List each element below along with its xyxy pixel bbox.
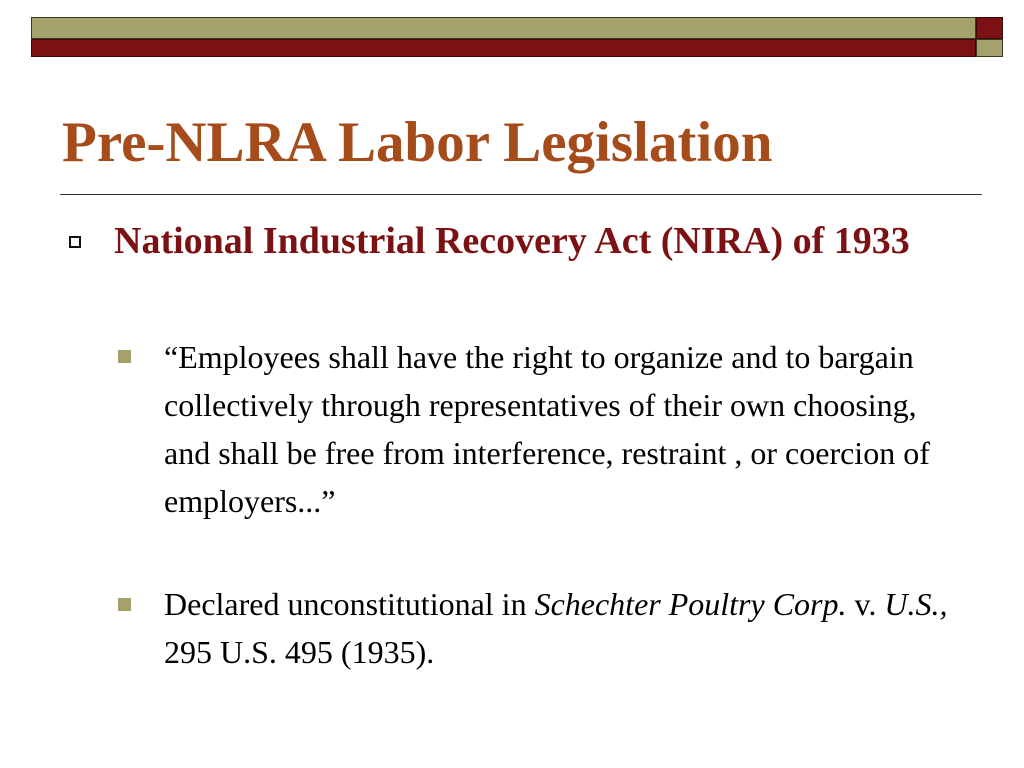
slide-title: Pre-NLRA Labor Legislation <box>62 111 773 174</box>
case-name-1: Schechter Poultry Corp. <box>534 586 847 622</box>
filled-square-bullet-icon <box>118 598 131 611</box>
case-prefix: Declared unconstitutional in <box>164 586 535 622</box>
bullet-nira: National Industrial Recovery Act (NIRA) of 1933 <box>114 220 910 262</box>
subbullet-quote: “Employees shall have the right to organize and to bargain collectively through representatives of their own choosing, and shall be free from interference, restraint , or coercion of employers...” <box>164 339 930 519</box>
case-name-2: U.S., <box>884 586 948 622</box>
filled-square-bullet-icon <box>118 350 131 363</box>
hollow-square-bullet-icon <box>69 236 81 248</box>
decorative-bar-olive <box>31 17 976 39</box>
decorative-square-red <box>976 17 1003 39</box>
case-versus: v. <box>846 586 885 622</box>
case-citation: 295 U.S. 495 (1935). <box>164 634 435 670</box>
decorative-bar-red <box>31 39 976 57</box>
subbullet-case <box>164 580 964 676</box>
decorative-square-olive <box>976 39 1003 57</box>
title-divider <box>60 194 982 195</box>
